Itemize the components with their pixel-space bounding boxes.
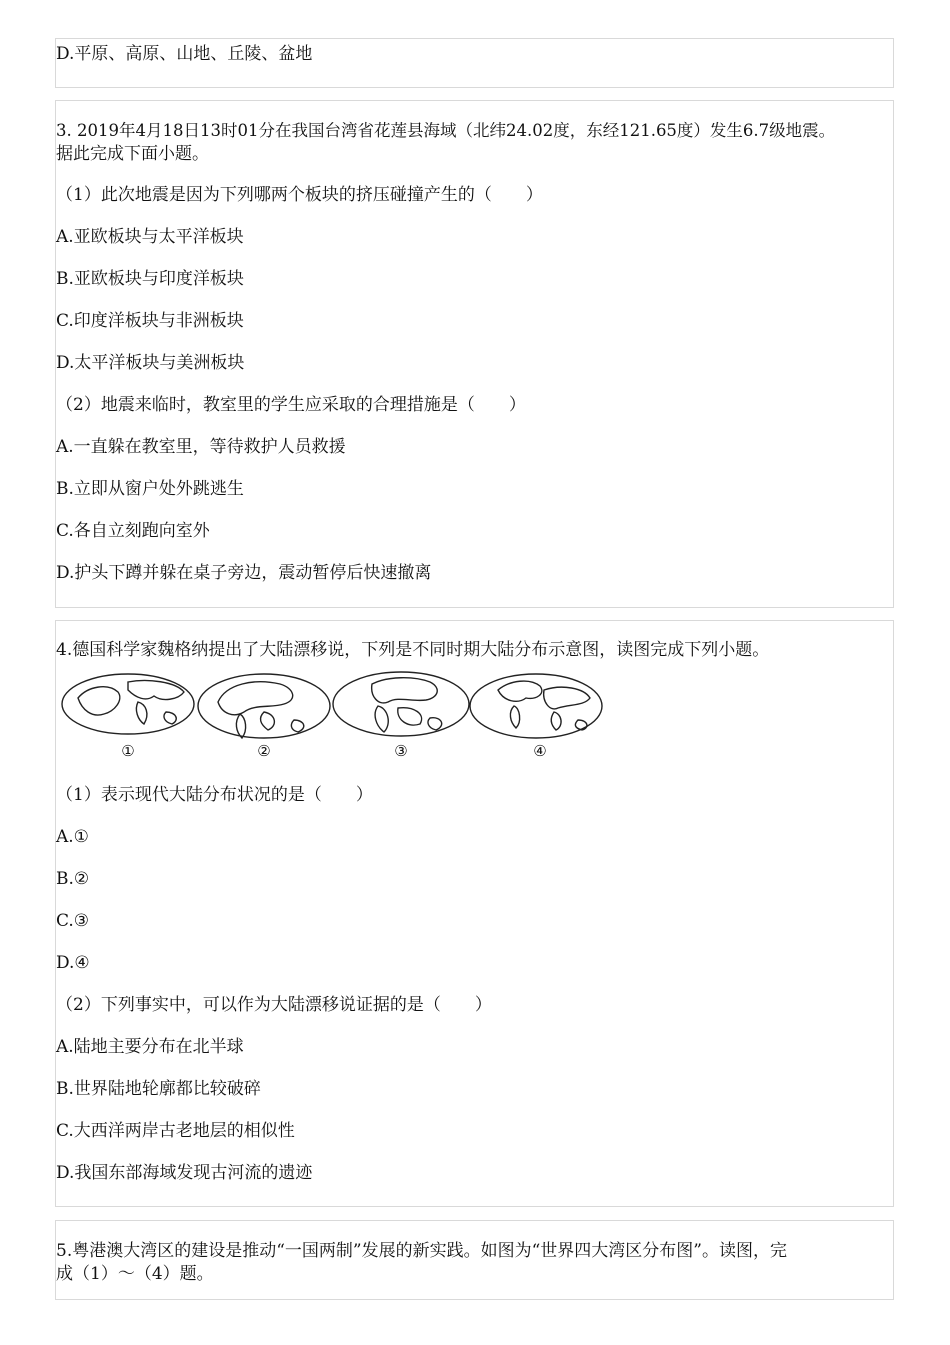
q3-stem-line2: 据此完成下面小题。 bbox=[56, 144, 209, 164]
q3-sub2-option-c[interactable]: C.各自立刻跑向室外 bbox=[56, 521, 210, 541]
map-2-globe bbox=[198, 674, 330, 738]
q4-sub2-option-a[interactable]: A.陆地主要分布在北半球 bbox=[56, 1037, 244, 1057]
q4-sub2-option-c[interactable]: C.大西洋两岸古老地层的相似性 bbox=[56, 1121, 295, 1141]
q4-sub1-option-b[interactable]: B.② bbox=[56, 869, 90, 889]
map-1-label: ① bbox=[121, 742, 135, 760]
q4-stem: 4.德国科学家魏格纳提出了大陆漂移说，下列是不同时期大陆分布示意图，读图完成下列小题。 bbox=[56, 640, 770, 660]
map-4-label: ④ bbox=[533, 742, 547, 760]
q4-sub2-question: （2）下列事实中，可以作为大陆漂移说证据的是（ ） bbox=[56, 995, 492, 1015]
q3-sub2-option-a[interactable]: A.一直躲在教室里，等待救护人员救援 bbox=[56, 437, 346, 457]
q4-sub1-option-a[interactable]: A.① bbox=[56, 827, 89, 847]
q2-option-d[interactable]: D.平原、高原、山地、丘陵、盆地 bbox=[56, 44, 313, 64]
q4-sub2-option-b[interactable]: B.世界陆地轮廓都比较破碎 bbox=[56, 1079, 261, 1099]
q3-sub1-option-a[interactable]: A.亚欧板块与太平洋板块 bbox=[56, 227, 244, 247]
q3-sub1-option-b[interactable]: B.亚欧板块与印度洋板块 bbox=[56, 269, 244, 289]
q5-stem-line1: 5.粤港澳大湾区的建设是推动“一国两制”发展的新实践。如图为“世界四大湾区分布图”。读图，完 bbox=[56, 1241, 787, 1261]
map-2-label: ② bbox=[257, 742, 271, 760]
q3-sub2-question: （2）地震来临时，教室里的学生应采取的合理措施是（ ） bbox=[56, 395, 526, 415]
q3-sub2-option-b[interactable]: B.立即从窗户处外跳逃生 bbox=[56, 479, 244, 499]
map-3-globe bbox=[333, 672, 469, 736]
q4-sub1-option-c[interactable]: C.③ bbox=[56, 911, 90, 931]
q3-sub1-option-c[interactable]: C.印度洋板块与非洲板块 bbox=[56, 311, 244, 331]
q4-sub1-option-d[interactable]: D.④ bbox=[56, 953, 90, 973]
q3-sub1-question: （1）此次地震是因为下列哪两个板块的挤压碰撞产生的（ ） bbox=[56, 185, 543, 205]
q3-sub2-option-d[interactable]: D.护头下蹲并躲在桌子旁边，震动暂停后快速撤离 bbox=[56, 563, 432, 583]
q4-sub1-question: （1）表示现代大陆分布状况的是（ ） bbox=[56, 785, 373, 805]
q3-sub1-option-d[interactable]: D.太平洋板块与美洲板块 bbox=[56, 353, 245, 373]
map-3-label: ③ bbox=[394, 742, 408, 760]
continental-drift-maps bbox=[58, 668, 603, 764]
map-1-globe bbox=[62, 674, 194, 734]
q5-stem-line2: 成（1）～（4）题。 bbox=[56, 1264, 214, 1284]
q3-stem-line1: 3. 2019年4月18日13时01分在我国台湾省花莲县海域（北纬24.02度，东经121.65度）发生6.7级地震。 bbox=[56, 121, 836, 140]
q4-sub2-option-d[interactable]: D.我国东部海域发现古河流的遗迹 bbox=[56, 1163, 313, 1183]
map-4-globe bbox=[470, 674, 602, 738]
